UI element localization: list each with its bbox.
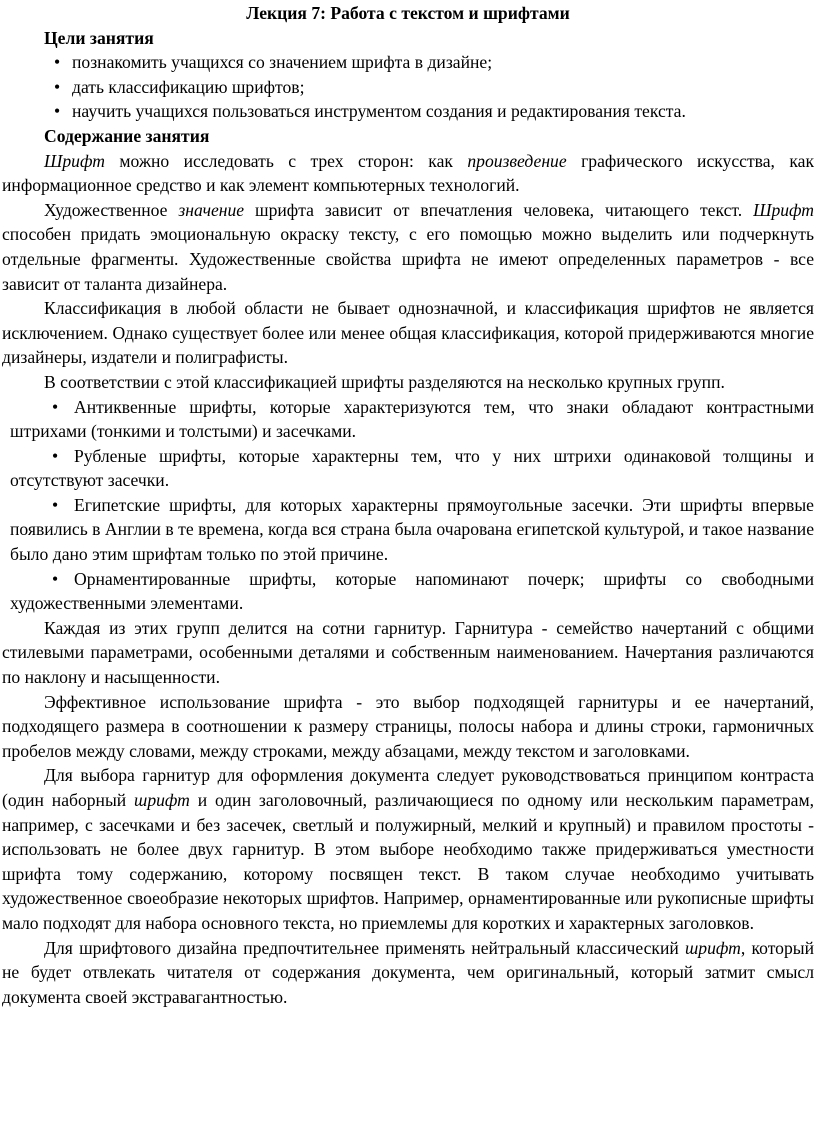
bullet-icon: • <box>54 76 61 97</box>
paragraph: В соответствии с этой классификацией шрифты разделяются на несколько крупных групп. <box>44 371 725 392</box>
paragraph-text: Для шрифтового дизайна предпочтительнее применять нейтральный классический <box>44 937 686 958</box>
category-item <box>2 444 814 493</box>
goal-text: научить учащихся пользоваться инструментом создания и редактирования текста. <box>72 101 686 122</box>
goal-text: дать классификацию шрифтов; <box>72 76 305 97</box>
list-item <box>44 99 814 124</box>
paragraph: Классификация в любой области не бывает однозначной, и классификация шрифтов не является исключением. Однако существует более или менее общая классификация, которой придерживаются многие дизайнеры, издатели и полиграфисты. <box>2 298 814 368</box>
bullet-icon: • <box>52 494 59 515</box>
category-item <box>2 567 814 616</box>
paragraph: Каждая из этих групп делится на сотни гарнитур. Гарнитура - семейство начертаний с общими стилевыми параметрами, особенными деталями и собственным наименованием. Начертания различаются по наклону и насыщенности. <box>2 617 814 688</box>
category-item <box>2 493 814 567</box>
paragraph-text: и один заголовочный, различающиеся по одному или нескольким параметрам, например, с засечками и без засечек, светлый и полужирный, мелкий и крупный) и правилом простоты - использовать не более двух гарнитур. В этом выборе необходимо также придерживаться уместности шрифта тому содержанию, которому посвящен текст. В таком случае необходимо учитывать художественное своеобразие некоторых шрифтов. Например, орнаментированные или рукописные шрифты мало подходят для набора основного текста, но приемлемы для коротких и характерных заголовков. <box>2 790 814 933</box>
italic-term: шрифт <box>134 790 190 810</box>
category-text: Антиквенные шрифты, которые характеризуются тем, что знаки обладают контрастными штрихами (тонкими и толстыми) и засечками. <box>10 396 814 442</box>
bullet-icon: • <box>52 445 59 466</box>
paragraph: Эффективное использование шрифта - это выбор подходящей гарнитуры и ее начертаний, подходящего размера в соотношении к размеру страницы, полосы набора и длины строки, гармоничных пробелов между словами, между строками, между абзацами, между текстом и заголовками. <box>2 691 814 761</box>
paragraph-text: , который не будет отвлекать читателя от содержания документа, чем оригинальный, который затмит смысл документа своей экстравагантностью. <box>2 937 814 1007</box>
italic-term: значение <box>178 199 245 220</box>
paragraph <box>2 763 814 935</box>
lecture-title: Лекция 7: Работа с текстом и шрифтами <box>246 3 570 23</box>
bullet-icon: • <box>54 52 61 73</box>
paragraph <box>2 936 814 1010</box>
category-text: Орнаментированные шрифты, которые напоминают почерк; шрифты со свободными художественными элементами. <box>10 568 814 614</box>
paragraph-text: Для выбора гарнитур для оформления документа следует руководствоваться принципом контраста (один наборный <box>2 765 814 810</box>
list-item <box>44 75 814 100</box>
paragraph <box>2 198 814 296</box>
italic-term: Шрифт <box>44 150 105 171</box>
paragraph-text: способен придать эмоциональную окраску тексту, с его помощью можно выделить или подчеркнуть отдельные фрагменты. Художественные свойства шрифта не имеют определенных параметров - все зависит от таланта дизайнера. <box>2 224 814 294</box>
goal-text: познакомить учащихся со значением шрифта в дизайне; <box>72 52 493 73</box>
paragraph-text: графического искусства, как информационное средство и как элемент компьютерных технологий. <box>2 150 814 196</box>
italic-term: Шрифт <box>753 199 815 220</box>
paragraph-text: Художественное <box>44 199 179 220</box>
category-text: Египетские шрифты, для которых характерны прямоугольные засечки. Эти шрифты впервые появились в Англии в те времена, когда вся страна была очарована египетской культурой, и такое название было дано этим шрифтам только по этой причине. <box>10 494 814 565</box>
goals-heading: Цели занятия <box>44 27 154 48</box>
category-text: Рубленые шрифты, которые характерны тем, что у них штрихи одинаковой толщины и отсутствуют засечки. <box>10 445 814 491</box>
goals-list <box>2 50 814 124</box>
bullet-icon: • <box>52 568 59 589</box>
italic-term: произведение <box>467 150 567 171</box>
content-heading: Содержание занятия <box>44 125 210 146</box>
paragraph-text: шрифта зависит от впечатления человека, читающего текст. <box>244 199 754 220</box>
category-item <box>2 395 814 444</box>
paragraph-text: можно исследовать с трех сторон: как <box>104 150 468 171</box>
paragraph <box>2 149 814 198</box>
italic-term: шрифт <box>685 937 741 958</box>
bullet-icon: • <box>52 396 59 417</box>
bullet-icon: • <box>54 101 61 122</box>
list-item <box>44 50 814 75</box>
